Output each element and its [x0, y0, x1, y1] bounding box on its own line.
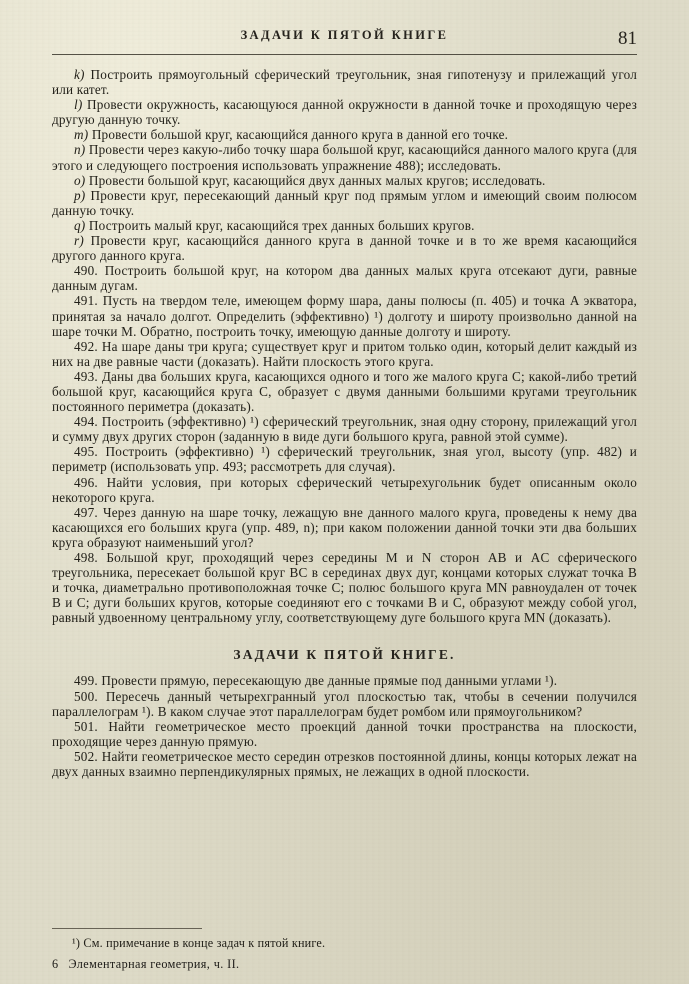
list-item [52, 188, 637, 218]
item-text: Даны два больших круга, касающихся одного и того же малого круга C; какой-либо третий большой круг, касающийся круга C, образует с двумя данными большими кругами треугольник постоянного периметра (доказать). [52, 368, 637, 415]
item-label: 492. [74, 338, 98, 354]
item-text: Построить (эффективно) ¹) сферический треугольник, зная одну сторону, прилежащий угол и сумму двух других сторон (заданную в виде дуги большого круга, равной этой сумме). [52, 414, 638, 445]
list-item [52, 689, 637, 719]
item-label: 491. [74, 293, 98, 309]
item-text: Провести круг, касающийся данного круга в данной точке и в то же время касающийся другого данного круга. [52, 233, 638, 264]
item-text: Провести окружность, касающуюся данной окружности в данной точке и проходящую через другую данную точку. [52, 97, 638, 128]
item-text: Провести круг, пересекающий данный круг под прямым углом и имеющий своим полюсом данную точку. [52, 187, 638, 218]
list-item [52, 67, 637, 97]
item-text: Провести большой круг, касающийся данного круга в данной его точке. [91, 127, 509, 143]
list-item [52, 444, 637, 474]
list-item [52, 505, 637, 550]
item-text: Пусть на твердом теле, имеющем форму шара, даны полюсы (п. 405) и точка A экватора, принятая за начало долгот. Определить (эффективно) ¹) долготу и широту произвольно данной на шаре точки M. Обратно, построить точку, имеющую данные долготу и широту. [52, 293, 638, 339]
item-label: k) [74, 67, 85, 82]
item-text: Пересечь данный четырехгранный угол плоскостью так, чтобы в сечении получился параллелограм ¹). В каком случае этот параллелограм будет ромбом или прямоугольником? [52, 688, 637, 719]
signature-text: Элементарная геометрия, ч. II. [68, 957, 240, 971]
item-label: 497. [74, 504, 98, 520]
item-text: Найти геометрическое место проекций данной точки пространства на плоскости, проходящие через данную прямую. [52, 718, 637, 749]
item-label: 494. [74, 414, 98, 430]
item-label: q) [74, 217, 86, 233]
item-label: 498. [74, 550, 98, 565]
item-text: Провести через какую-либо точку шара большой круг, касающийся данного малого круга (для этого и следующего построения использовать упражнение 488); исследовать. [52, 142, 637, 173]
signature-line [52, 957, 240, 972]
section-title: ЗАДАЧИ К ПЯТОЙ КНИГЕ. [233, 647, 456, 663]
item-text: Большой круг, проходящий через середины M и N сторон AB и AC сферического треугольника, пересекает большой круг BC в серединах двух дуг, концами которых служат точка B и точка, диаметрально противоположная точке C; полюс большого круга MN равноудален от точек B и C; дуги больших кругов, которые соединяют его с точками B и C, образуют между собой угол, равный удвоенному центральному углу, соответствующему дуге большого круга MN (доказать). [52, 550, 637, 626]
item-label: p) [74, 187, 86, 203]
item-text: На шаре даны три круга; существует круг и притом только один, который делит каждый из них на две равные части (доказать). Найти плоскость этого круга. [52, 338, 638, 369]
list-item [52, 475, 637, 505]
item-label: 493. [74, 368, 98, 384]
item-label: m) [74, 127, 89, 143]
list-item [52, 550, 637, 625]
item-text: Найти условия, при которых сферический четырехугольник будет описанным около некоторого круга. [52, 474, 637, 505]
footnote-text: ¹) См. примечание в конце задач к пятой книге. [72, 936, 326, 950]
list-item [52, 414, 637, 444]
list-item [52, 749, 637, 779]
item-label: 496. [74, 474, 98, 490]
signature-number: 6 [52, 957, 59, 971]
item-label: 500. [74, 688, 98, 704]
item-label: l) [74, 97, 83, 113]
footnote-area [52, 928, 637, 950]
item-text: Через данную на шаре точку, лежащую вне данного малого круга, проведены к нему два касающихся его больших круга (упр. 489, n); при каком положении данной точки эти два больших круга образуют наименьший угол? [52, 504, 637, 550]
item-label: o) [74, 172, 86, 188]
header-rule [52, 54, 637, 55]
item-label: n) [74, 142, 86, 158]
item-label: 490. [74, 263, 98, 279]
page-number: 81 [618, 28, 637, 49]
item-text: Построить (эффективно) ¹) сферический треугольник, зная угол, высоту (упр. 482) и периметр (использовать упр. 493; рассмотреть для случая). [52, 444, 637, 475]
exercise-list-book-five [52, 673, 637, 779]
list-item [52, 218, 637, 233]
item-text: Провести большой круг, касающийся двух данных малых кругов; исследовать. [88, 172, 546, 188]
item-label: 502. [74, 748, 98, 764]
list-item [52, 293, 637, 338]
list-item [52, 233, 637, 263]
running-title: ЗАДАЧИ К ПЯТОЙ КНИГЕ [240, 28, 449, 42]
list-item [52, 719, 637, 749]
item-text: Построить малый круг, касающийся трех данных больших кругов. [88, 217, 475, 233]
item-label: 501. [74, 718, 98, 734]
item-label: r) [74, 233, 84, 249]
item-label: 495. [74, 444, 98, 460]
list-item [52, 173, 637, 188]
list-item [52, 369, 637, 414]
list-item [52, 339, 637, 369]
item-text: Провести прямую, пересекающую две данные прямые под данными углами ¹). [101, 673, 558, 689]
item-label: 499. [74, 673, 98, 689]
page-header [52, 28, 637, 50]
list-item [52, 142, 637, 172]
list-item [52, 263, 637, 293]
list-item [52, 127, 637, 142]
footnote-rule [52, 928, 202, 929]
exercise-list-book-four [52, 67, 637, 625]
list-item [52, 673, 637, 688]
item-text: Найти геометрическое место середин отрезков постоянной длины, концы которых лежат на двух данных взаимно перпендикулярных прямых, не лежащих в одной плоскости. [52, 748, 637, 780]
item-text: Построить прямоугольный сферический треугольник, зная гипотенузу и прилежащий угол или катет. [52, 67, 638, 98]
list-item [52, 97, 637, 127]
item-text: Построить большой круг, на котором два данных малых круга отсекают дуги, равные данным дугам. [52, 263, 637, 294]
